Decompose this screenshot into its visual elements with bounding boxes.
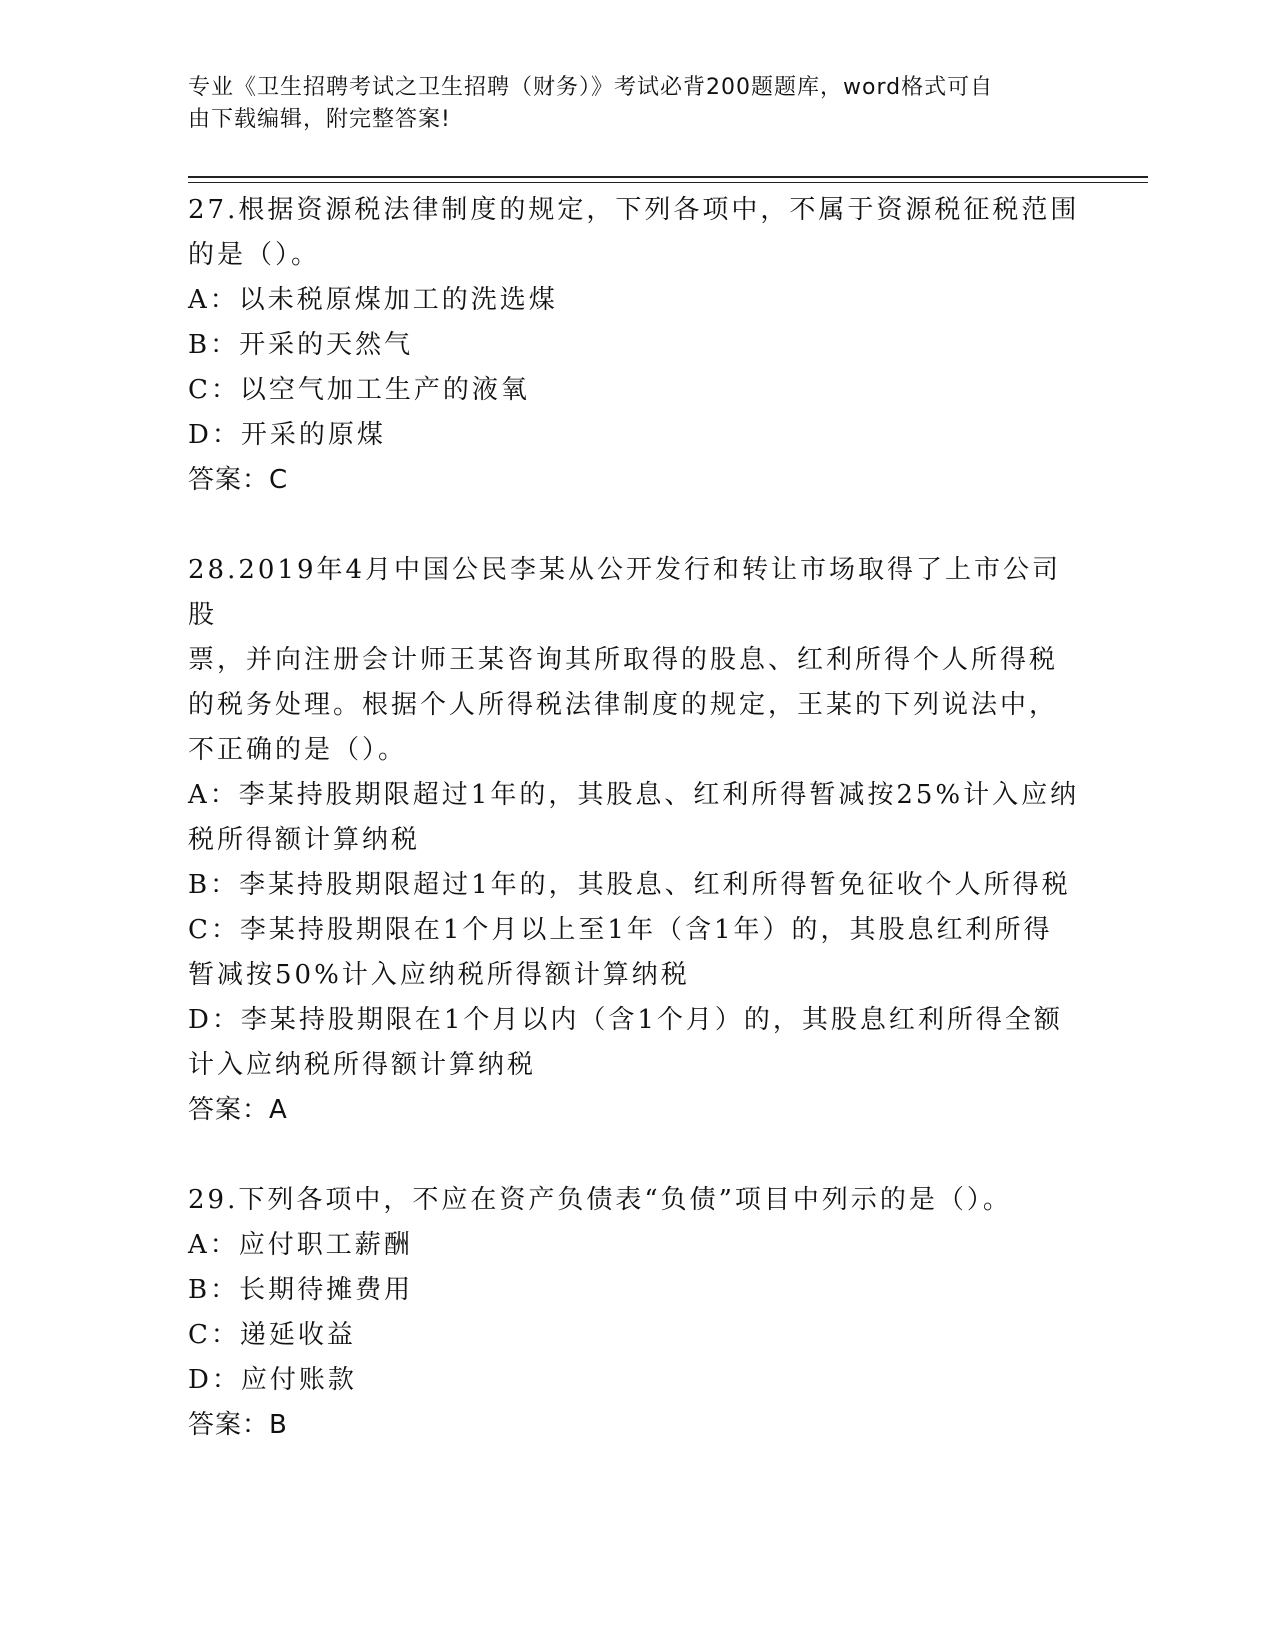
header-divider-thick (188, 176, 1148, 178)
option-b: B：李某持股期限超过1年的，其股息、红利所得暂免征收个人所得税 (188, 870, 1071, 900)
page-header (188, 72, 1068, 136)
question-list (188, 188, 1088, 1493)
answer: 答案：B (188, 1410, 288, 1440)
answer: 答案：C (188, 465, 289, 495)
question-29 (188, 1178, 1088, 1448)
question-stem: 的税务处理。根据个人所得税法律制度的规定，王某的下列说法中， (188, 690, 1059, 720)
option-c: C：李某持股期限在1个月以上至1年（含1年）的，其股息红利所得 (188, 915, 1053, 945)
option-d: D：应付账款 (188, 1365, 357, 1395)
option-d: D：开采的原煤 (188, 420, 386, 450)
question-28 (188, 548, 1088, 1133)
option-b: B：长期待摊费用 (188, 1275, 414, 1305)
question-stem: 27.根据资源税法律制度的规定，下列各项中，不属于资源税征税范围 (188, 195, 1080, 225)
header-divider-thin (188, 182, 1148, 183)
question-stem: 29.下列各项中，不应在资产负债表“负债”项目中列示的是（）。 (188, 1185, 1012, 1215)
question-stem: 不正确的是（）。 (188, 735, 408, 765)
header-line-2: 由下载编辑，附完整答案! (188, 107, 451, 132)
option-a: A：应付职工薪酬 (188, 1230, 413, 1260)
option-c: C：递延收益 (188, 1320, 356, 1350)
question-27 (188, 188, 1088, 503)
option-b: B：开采的天然气 (188, 330, 414, 360)
question-stem: 28.2019年4月中国公民李某从公开发行和转让市场取得了上市公司股 (188, 555, 1062, 630)
option-c-cont: 暂减按50%计入应纳税所得额计算纳税 (188, 960, 690, 990)
question-stem: 票，并向注册会计师王某咨询其所取得的股息、红利所得个人所得税 (188, 645, 1059, 675)
option-c: C：以空气加工生产的液氧 (188, 375, 530, 405)
option-a: A：以未税原煤加工的洗选煤 (188, 285, 558, 315)
option-d: D：李某持股期限在1个月以内（含1个月）的，其股息红利所得全额 (188, 1005, 1063, 1035)
option-a: A：李某持股期限超过1年的，其股息、红利所得暂减按25%计入应纳 (188, 780, 1080, 810)
answer: 答案：A (188, 1095, 288, 1125)
option-a-cont: 税所得额计算纳税 (188, 825, 421, 855)
option-d-cont: 计入应纳税所得额计算纳税 (188, 1050, 537, 1080)
question-stem: 的是（）。 (188, 240, 321, 270)
header-line-1: 专业《卫生招聘考试之卫生招聘（财务）》考试必背200题题库，word格式可自 (188, 75, 994, 100)
